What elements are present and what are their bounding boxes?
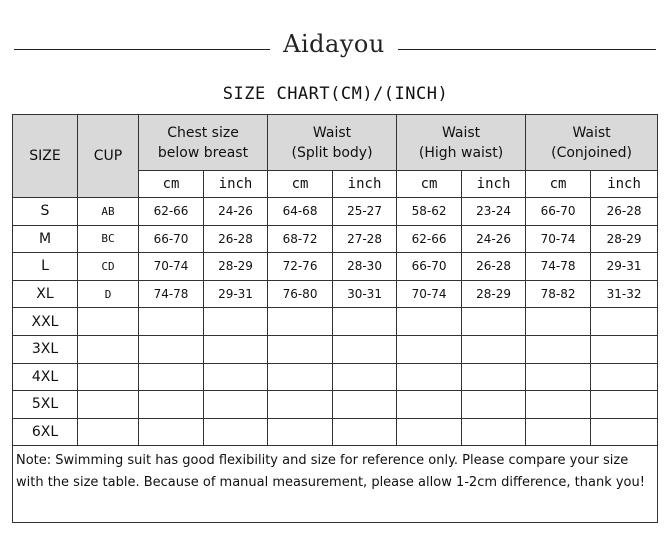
measurement-cell — [268, 308, 333, 336]
header-waist-split — [268, 115, 397, 171]
measurement-cell: 74-78 — [139, 280, 204, 308]
chart-title: SIZE CHART(CM)/(INCH) — [222, 84, 449, 104]
measurement-cell — [268, 391, 333, 419]
header-waist-high — [397, 115, 526, 171]
measurement-cell — [462, 391, 526, 419]
header-high-line2: (High waist) — [418, 144, 504, 161]
size-cell: XXL — [13, 308, 78, 336]
measurement-cell: 24-26 — [462, 225, 526, 253]
measurement-cell: 68-72 — [268, 225, 333, 253]
header-high-line1: Waist — [441, 124, 481, 141]
measurement-cell: 70-74 — [139, 253, 204, 281]
measurement-cell — [526, 418, 591, 446]
measurement-cell — [139, 391, 204, 419]
measurement-cell: 29-31 — [204, 280, 268, 308]
header-size: SIZE — [13, 115, 78, 198]
measurement-cell: 26-28 — [462, 253, 526, 281]
measurement-cell: 23-24 — [462, 198, 526, 226]
measurement-cell — [526, 363, 591, 391]
table-row — [13, 308, 658, 336]
cup-cell: AB — [78, 198, 139, 226]
measurement-cell — [397, 308, 462, 336]
measurement-cell: 28-30 — [333, 253, 397, 281]
measurement-cell — [333, 391, 397, 419]
size-cell: 6XL — [13, 418, 78, 446]
measurement-cell: 72-76 — [268, 253, 333, 281]
measurement-cell — [397, 335, 462, 363]
measurement-cell: 27-28 — [333, 225, 397, 253]
measurement-cell — [526, 308, 591, 336]
measurement-cell — [397, 418, 462, 446]
cup-cell: BC — [78, 225, 139, 253]
cup-cell — [78, 308, 139, 336]
note-text: Note: Swimming suit has good flexibility and size for reference only. Please compare your size with the size table. Because of manual measurement, please allow 1-2cm difference, thank you! — [13, 446, 658, 523]
measurement-cell — [204, 335, 268, 363]
measurement-cell — [526, 335, 591, 363]
cup-cell — [78, 418, 139, 446]
size-cell: 5XL — [13, 391, 78, 419]
header-chest — [139, 115, 268, 171]
size-cell: S — [13, 198, 78, 226]
brand-header — [0, 28, 671, 68]
measurement-cell: 28-29 — [462, 280, 526, 308]
measurement-cell — [397, 363, 462, 391]
table-body — [13, 198, 658, 446]
table-row — [13, 335, 658, 363]
measurement-cell: 66-70 — [397, 253, 462, 281]
cup-cell: D — [78, 280, 139, 308]
measurement-cell — [333, 335, 397, 363]
measurement-cell — [139, 335, 204, 363]
cup-cell: CD — [78, 253, 139, 281]
measurement-cell — [204, 391, 268, 419]
table-row — [13, 198, 658, 226]
measurement-cell: 31-32 — [591, 280, 658, 308]
table-row — [13, 418, 658, 446]
measurement-cell: 62-66 — [139, 198, 204, 226]
unit-inch: inch — [591, 171, 658, 198]
measurement-cell — [139, 418, 204, 446]
unit-inch: inch — [333, 171, 397, 198]
unit-cm: cm — [397, 171, 462, 198]
unit-cm: cm — [526, 171, 591, 198]
measurement-cell — [268, 335, 333, 363]
size-cell: M — [13, 225, 78, 253]
measurement-cell — [139, 308, 204, 336]
measurement-cell — [462, 363, 526, 391]
measurement-cell — [462, 335, 526, 363]
measurement-cell — [526, 391, 591, 419]
table-row — [13, 225, 658, 253]
size-cell: XL — [13, 280, 78, 308]
measurement-cell — [333, 418, 397, 446]
table-row — [13, 363, 658, 391]
measurement-cell: 58-62 — [397, 198, 462, 226]
measurement-cell: 76-80 — [268, 280, 333, 308]
measurement-cell: 70-74 — [397, 280, 462, 308]
measurement-cell: 26-28 — [204, 225, 268, 253]
measurement-cell — [204, 418, 268, 446]
size-cell: 3XL — [13, 335, 78, 363]
measurement-cell: 66-70 — [139, 225, 204, 253]
header-chest-line1: Chest size — [167, 124, 239, 141]
measurement-cell — [462, 418, 526, 446]
header-conj-line2: (Conjoined) — [551, 144, 632, 161]
header-conj-line1: Waist — [572, 124, 611, 141]
measurement-cell: 30-31 — [333, 280, 397, 308]
size-chart-table — [12, 114, 658, 523]
unit-cm: cm — [268, 171, 333, 198]
unit-inch: inch — [462, 171, 526, 198]
measurement-cell — [591, 308, 658, 336]
header-chest-line2: below breast — [157, 144, 249, 161]
measurement-cell — [268, 418, 333, 446]
measurement-cell — [462, 308, 526, 336]
cup-cell — [78, 335, 139, 363]
table-row — [13, 280, 658, 308]
header-cup: CUP — [78, 115, 139, 198]
measurement-cell — [139, 363, 204, 391]
cup-cell — [78, 391, 139, 419]
cup-cell — [78, 363, 139, 391]
measurement-cell — [591, 363, 658, 391]
measurement-cell — [397, 391, 462, 419]
measurement-cell: 74-78 — [526, 253, 591, 281]
measurement-cell: 28-29 — [204, 253, 268, 281]
divider-right — [398, 49, 656, 50]
header-split-line2: (Split body) — [291, 144, 373, 161]
unit-inch: inch — [204, 171, 268, 198]
measurement-cell — [591, 335, 658, 363]
table-row — [13, 253, 658, 281]
measurement-cell: 64-68 — [268, 198, 333, 226]
measurement-cell — [204, 363, 268, 391]
measurement-cell: 70-74 — [526, 225, 591, 253]
measurement-cell: 78-82 — [526, 280, 591, 308]
measurement-cell — [591, 418, 658, 446]
table-row — [13, 391, 658, 419]
measurement-cell: 26-28 — [591, 198, 658, 226]
measurement-cell — [333, 308, 397, 336]
measurement-cell — [204, 308, 268, 336]
measurement-cell: 28-29 — [591, 225, 658, 253]
divider-left — [14, 49, 270, 50]
size-cell: L — [13, 253, 78, 281]
measurement-cell: 24-26 — [204, 198, 268, 226]
measurement-cell — [591, 391, 658, 419]
measurement-cell: 62-66 — [397, 225, 462, 253]
size-cell: 4XL — [13, 363, 78, 391]
measurement-cell: 29-31 — [591, 253, 658, 281]
measurement-cell: 25-27 — [333, 198, 397, 226]
measurement-cell — [268, 363, 333, 391]
header-split-line1: Waist — [312, 124, 352, 141]
measurement-cell — [333, 363, 397, 391]
unit-cm: cm — [139, 171, 204, 198]
header-waist-conjoined — [526, 115, 658, 171]
measurement-cell: 66-70 — [526, 198, 591, 226]
brand-name: Aidayou — [283, 30, 385, 58]
